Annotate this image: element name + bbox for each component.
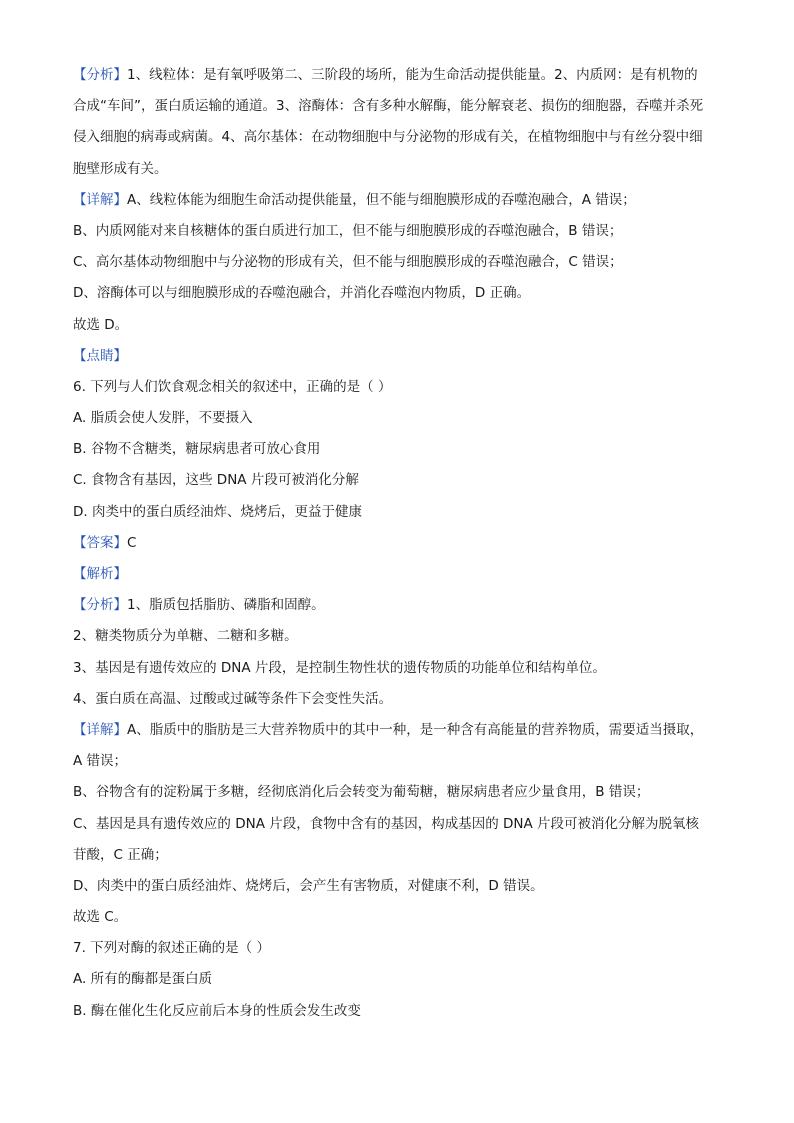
text-line: [73, 532, 733, 554]
text-line: [73, 126, 733, 148]
line-text: D. 肉类中的蛋白质经油炸、烧烤后，更益于健康: [73, 503, 362, 520]
line-text: A、脂质中的脂肪是三大营养物质中的其中一种，是一种含有高能量的营养物质，需要适当摄取，: [127, 721, 704, 738]
line-text: 2、糖类物质分为单糖、二糖和多糖。: [73, 628, 298, 645]
line-text: A. 所有的酶都是蛋白质: [73, 971, 213, 988]
text-line: [73, 158, 733, 180]
line-text: 1、线粒体：是有氧呼吸第二、三阶段的场所，能为生命活动提供能量。2、内质网：是有机物的: [127, 67, 698, 83]
line-text: 苷酸，C 正确；: [73, 846, 168, 863]
line-text: A. 脂质会使人发胖，不要摄入: [73, 410, 253, 427]
text-line: [73, 625, 733, 647]
line-text: 6. 下列与人们饮食观念相关的叙述中，正确的是（ ）: [73, 378, 392, 395]
line-text: 故选 C。: [73, 909, 128, 926]
line-text: B、谷物含有的淀粉属于多糖，经彻底消化后会转变为葡萄糖，糖尿病患者应少量食用，B 错误；: [73, 784, 650, 801]
line-text: B. 酶在催化生化反应前后本身的性质会发生改变: [73, 1002, 361, 1019]
section-tag: 【详解】: [73, 191, 127, 208]
text-line: [73, 594, 733, 616]
line-text: B. 谷物不含糖类，糖尿病患者可放心食用: [73, 441, 321, 458]
section-tag: 【分析】: [73, 67, 127, 83]
line-text: 3、基因是有遗传效应的 DNA 片段，是控制生物性状的遗传物质的功能单位和结构单位。: [73, 659, 606, 676]
text-line: [73, 750, 733, 772]
section-tag: 【答案】: [73, 534, 127, 551]
line-text: D、溶酶体可以与细胞膜形成的吞噬泡融合，并消化吞噬泡内物质，D 正确。: [73, 285, 531, 302]
text-line: [73, 345, 733, 367]
line-text: 1、脂质包括脂肪、磷脂和固醇。: [127, 597, 325, 614]
text-line: [73, 376, 733, 398]
line-text: 4、蛋白质在高温、过酸或过碱等条件下会变性失活。: [73, 690, 393, 707]
text-line: [73, 251, 733, 273]
section-tag: 【详解】: [73, 721, 127, 738]
text-line: [73, 501, 733, 523]
line-text: 合成“车间”，蛋白质运输的通道。3、溶酶体：含有多种水解酶，能分解衰老、损伤的细胞器，吞噬并杀死: [73, 98, 704, 115]
text-line: [73, 968, 733, 990]
text-line: [73, 844, 733, 866]
line-text: A 错误；: [73, 753, 128, 770]
line-text: C、高尔基体动物细胞中与分泌物的形成有关，但不能与细胞膜形成的吞噬泡融合，C 错误；: [73, 254, 623, 271]
line-text: 故选 D。: [73, 316, 129, 333]
text-line: [73, 563, 733, 585]
line-text: C: [127, 534, 137, 551]
line-text: C、基因是具有遗传效应的 DNA 片段，食物中含有的基因，构成基因的 DNA 片段可被消化分解为脱氧核: [73, 815, 700, 832]
text-line: [73, 407, 733, 429]
text-line: [73, 813, 733, 835]
text-line: [73, 688, 733, 710]
section-tag: 【解析】: [73, 566, 127, 582]
line-text: D、肉类中的蛋白质经油炸、烧烤后，会产生有害物质，对健康不利，D 错误。: [73, 877, 544, 894]
line-text: 胞壁形成有关。: [73, 160, 168, 177]
text-line: [73, 719, 733, 741]
text-line: [73, 220, 733, 242]
text-line: [73, 189, 733, 211]
text-line: [73, 781, 733, 803]
document-body: [73, 64, 733, 1031]
text-line: [73, 438, 733, 460]
text-line: [73, 937, 733, 959]
text-line: [73, 314, 733, 336]
section-tag: 【分析】: [73, 597, 127, 614]
line-text: C. 食物含有基因，这些 DNA 片段可被消化分解: [73, 472, 359, 489]
text-line: [73, 469, 733, 491]
section-tag: 【点睛】: [73, 347, 127, 364]
text-line: [73, 1000, 733, 1022]
text-line: [73, 282, 733, 304]
line-text: A、线粒体能为细胞生命活动提供能量，但不能与细胞膜形成的吞噬泡融合，A 错误；: [127, 191, 636, 208]
line-text: B、内质网能对来自核糖体的蛋白质进行加工，但不能与细胞膜形成的吞噬泡融合，B 错误；: [73, 222, 623, 239]
text-line: [73, 657, 733, 679]
line-text: 侵入细胞的病毒或病菌。4、高尔基体：在动物细胞中与分泌物的形成有关，在植物细胞中与有丝分裂中细: [73, 129, 703, 146]
text-line: [73, 95, 733, 117]
text-line: [73, 906, 733, 928]
line-text: 7. 下列对酶的叙述正确的是（ ）: [73, 940, 270, 957]
text-line: [73, 875, 733, 897]
text-line: [73, 64, 733, 86]
